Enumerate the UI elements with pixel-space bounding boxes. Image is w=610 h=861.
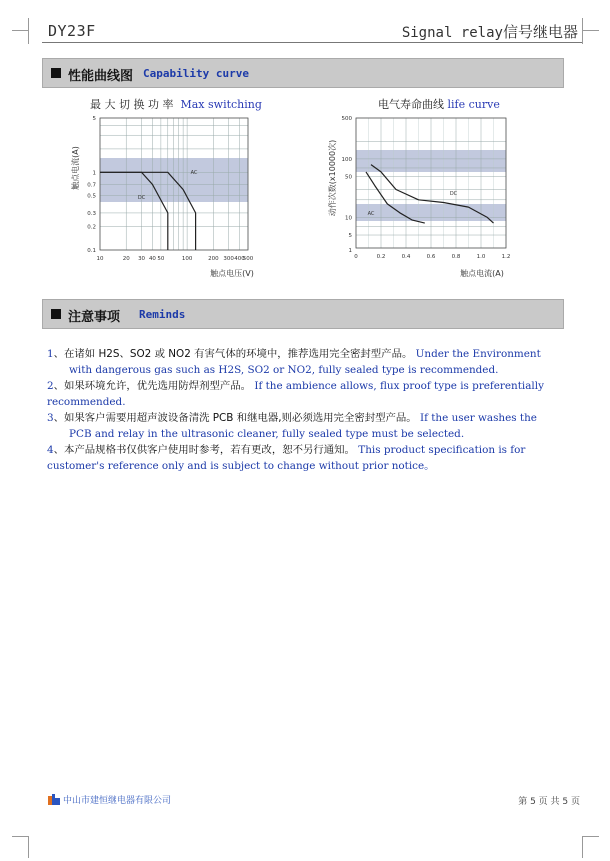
series-label-ac: AC: [190, 170, 198, 177]
y-tick-label: 0.5: [87, 193, 96, 200]
section-header-reminds: [42, 299, 564, 329]
x-tick-label: 40: [148, 256, 156, 262]
note-text-zh: 、如果环境允许，优先选用防焊剂型产品。: [53, 380, 252, 392]
x-tick-label: 0: [354, 254, 358, 260]
x-tick-label: 10: [96, 256, 104, 262]
section-header-capability: [42, 58, 564, 88]
list-item: [47, 378, 581, 410]
y-tick-label: 50: [345, 174, 352, 181]
list-item: [47, 410, 581, 442]
square-bullet-icon: [51, 68, 61, 78]
square-bullet-icon: [51, 309, 61, 319]
life-curve-chart: [322, 110, 522, 285]
crop-mark: [28, 836, 29, 858]
note-number: 2: [47, 380, 54, 392]
note-number: 4: [47, 444, 54, 456]
x-tick-label: 200: [208, 256, 219, 262]
chart2-ylabel: 动作次数(x10000次): [328, 139, 337, 217]
x-tick-label: 0.8: [451, 254, 461, 260]
crop-mark: [582, 30, 599, 31]
crop-mark: [582, 18, 583, 44]
section-title-en: Reminds: [139, 308, 186, 321]
section-title-zh: 注意事项: [68, 310, 121, 325]
chart2-ticks: [342, 116, 511, 260]
note-text-en-cont: PCB and relay in the ultrasonic cleaner, fully sealed type must be selected.: [69, 428, 465, 440]
x-tick-label: 300: [223, 256, 234, 262]
y-tick-label: 100: [341, 156, 352, 163]
product-model: DY23F: [48, 22, 96, 40]
list-item: [47, 346, 581, 378]
x-tick-label: 30: [138, 256, 146, 262]
chart1-title-en: Max switching: [180, 98, 262, 111]
note-text-zh: 、在诸如 H2S、SO2 或 NO2 有害气体的环境中，推荐选用完全密封型产品。: [53, 348, 413, 360]
reminds-list: [47, 346, 581, 474]
x-tick-label: 1.0: [476, 254, 486, 260]
y-tick-label: 5: [348, 233, 352, 240]
y-tick-label: 0.1: [87, 248, 96, 254]
crop-mark: [582, 836, 599, 837]
note-text-zh: 、如果客户需要用超声波设备清洗 PCB 和继电器,则必须选用完全密封型产品。: [53, 412, 417, 424]
title-en: Signal relay: [401, 25, 503, 41]
title-zh: 信号继电器: [502, 23, 578, 41]
crop-mark: [28, 18, 29, 44]
chart1-title-zh: 最 大 切 换 功 率: [90, 98, 174, 111]
header-rule: [42, 42, 582, 43]
x-tick-label: 0.2: [376, 254, 386, 260]
chart2-title-zh: 电气寿命曲线: [378, 98, 444, 111]
note-text-en: If the ambience allows, flux proof type is preferentially: [254, 380, 544, 392]
note-text-en-cont: recommended.: [47, 396, 126, 408]
crop-mark: [12, 836, 29, 837]
x-tick-label: 50: [157, 256, 165, 262]
max-switching-chart: [62, 110, 282, 285]
series-label-dc: DC: [137, 195, 146, 202]
note-text-zh: 、本产品规格书仅供客户使用时参考，若有更改，恕不另行通知。: [53, 444, 355, 456]
note-number: 3: [47, 412, 54, 424]
x-tick-label: 1.2: [501, 254, 511, 260]
series-label-ac: AC: [367, 210, 375, 217]
y-tick-label: 5: [92, 116, 96, 122]
note-text-en-cont: customer's reference only and is subject to change without prior notice。: [47, 460, 435, 472]
logo-mark-icon: [48, 794, 60, 805]
x-tick-label: 0.4: [401, 254, 411, 260]
y-tick-label: 0.2: [87, 224, 96, 231]
x-tick-label: 400: [234, 256, 245, 262]
y-tick-label: 0.7: [87, 182, 96, 189]
crop-mark: [582, 836, 583, 858]
y-tick-label: 1: [92, 170, 96, 177]
note-text-en: If the user washes the: [420, 412, 537, 424]
chart2-xlabel: 触点电流(A): [460, 269, 504, 278]
y-tick-label: 1: [348, 248, 352, 254]
list-item: [47, 442, 581, 474]
company-logo: [48, 793, 171, 806]
y-tick-label: 0.3: [87, 210, 96, 217]
chart2-grid: [356, 118, 506, 248]
crop-mark: [12, 30, 29, 31]
note-number: 1: [47, 348, 54, 360]
company-name: 中山市建恒继电器有限公司: [63, 796, 172, 806]
chart2-title-en: life curve: [447, 98, 500, 111]
x-tick-label: 500: [242, 256, 254, 262]
note-text-en: This product specification is for: [358, 444, 526, 456]
note-text-en-cont: with dangerous gas such as H2S, SO2 or NO2, fully sealed type is recommended.: [69, 364, 499, 376]
document-title: [402, 21, 578, 42]
page-number: 第 5 页 共 5 页: [518, 797, 580, 807]
y-tick-label: 10: [345, 215, 352, 222]
x-tick-label: 20: [122, 256, 130, 262]
x-tick-label: 0.6: [426, 254, 436, 260]
y-tick-label: 500: [341, 116, 352, 122]
series-label-dc: DC: [449, 191, 458, 198]
section-title-en: Capability curve: [143, 67, 249, 80]
note-text-en: Under the Environment: [415, 348, 541, 360]
x-tick-label: 100: [181, 256, 193, 262]
chart1-xlabel: 触点电压(V): [210, 269, 254, 278]
section-title-zh: 性能曲线图: [68, 69, 134, 84]
chart1-ylabel: 触点电流(A): [71, 146, 80, 190]
